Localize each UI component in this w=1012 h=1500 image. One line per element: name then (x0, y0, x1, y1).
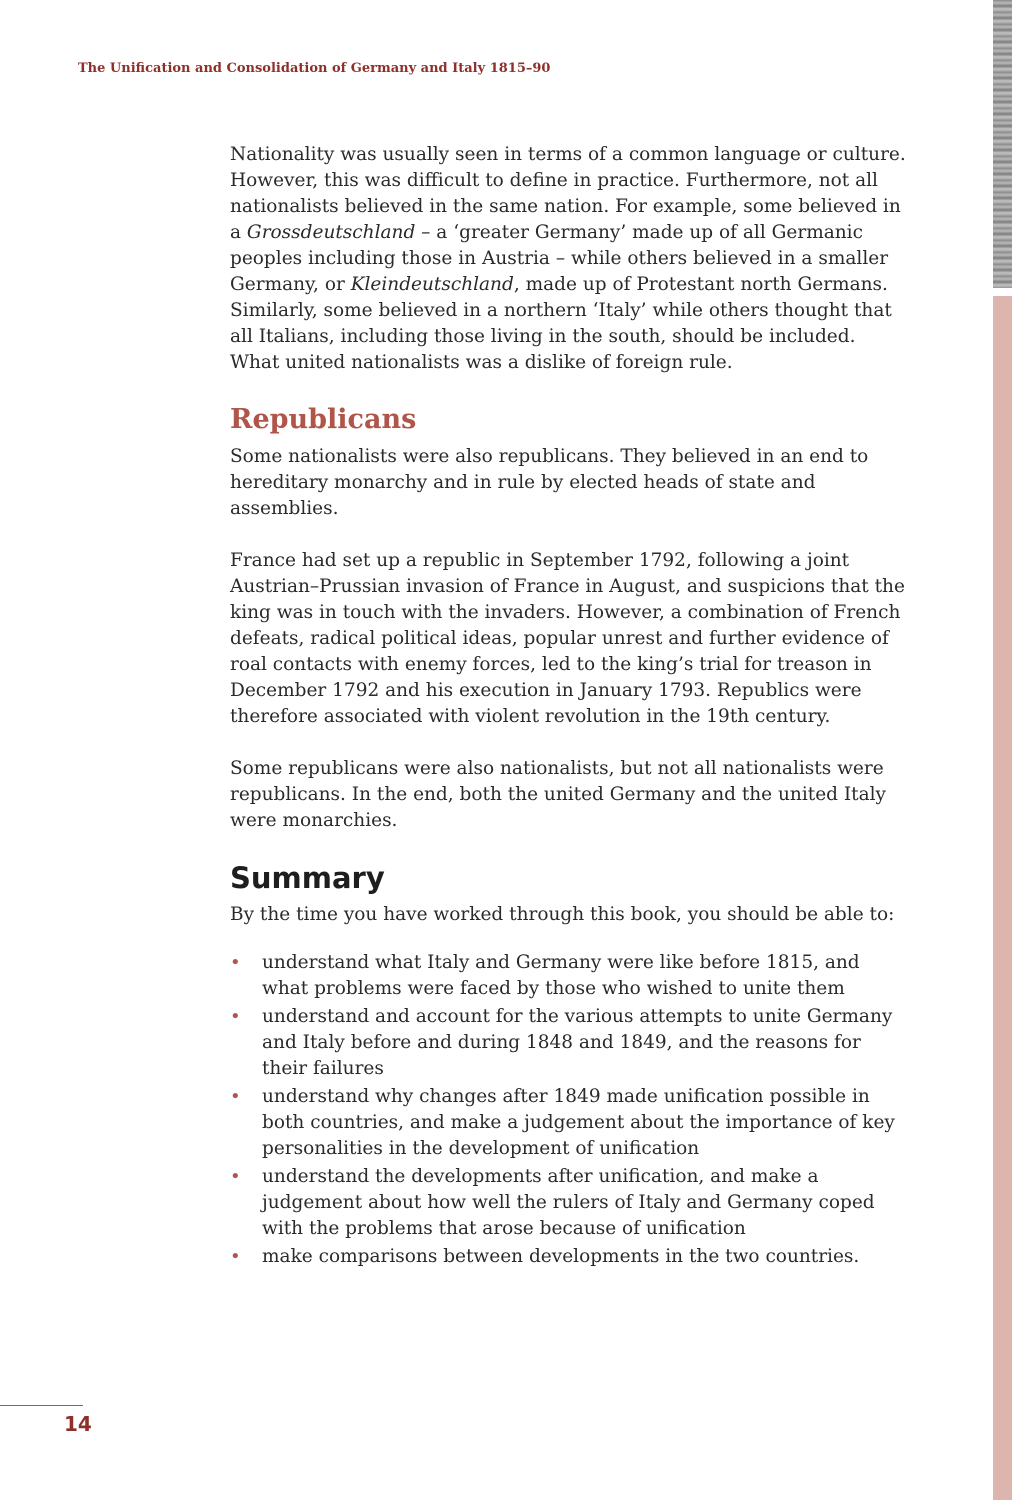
bullet-icon: • (230, 1246, 241, 1267)
side-strip-color (993, 296, 1012, 1500)
page-number: 14 (64, 1412, 92, 1436)
list-item-text: understand why changes after 1849 made unification possible in both countries, and make a judgement about the importance of key personalities in the development of unification (262, 1086, 895, 1159)
list-item (230, 1244, 910, 1270)
list-item (230, 1004, 910, 1082)
intro-italic-kleindeutschland: Kleindeutschland (350, 274, 514, 295)
republicans-heading: Republicans (230, 404, 417, 435)
list-item-text: understand the developments after unification, and make a judgement about how well the rulers of Italy and Germany coped with the problems that arose because of unification (262, 1166, 875, 1239)
republicans-paragraph-1: Some nationalists were also republicans. They believed in an end to hereditary monarchy and in rule by elected heads of state and assemblies. (230, 446, 869, 519)
list-item (230, 950, 910, 1002)
list-item-text: understand and account for the various attempts to unite Germany and Italy before and during 1848 and 1849, and the reasons for their failures (262, 1006, 893, 1079)
intro-paragraph (230, 142, 910, 376)
republicans-paragraph-3: Some republicans were also nationalists, but not all nationalists were republicans. In the end, both the united Germany and the united Italy were monarchies. (230, 758, 887, 831)
bullet-icon: • (230, 1166, 241, 1187)
running-head-title: The Unification and Consolidation of Germany and Italy 1815–90 (78, 61, 551, 76)
intro-text-2: – a ‘greater Germany’ made up of all Germanic peoples including those in Austria – while others believed in a smaller Germany, or (230, 222, 889, 295)
list-item-text: understand what Italy and Germany were like before 1815, and what problems were faced by those who wished to unite them (262, 952, 860, 999)
republicans-paragraph-2: France had set up a republic in September 1792, following a joint Austrian–Prussian invasion of France in August, and suspicions that the king was in touch with the invaders. However, a combination of French defeats, radical political ideas, popular unrest and further evidence of roal contacts with enemy forces, led to the king’s trial for treason in December 1792 and his execution in January 1793. Republics were therefore associated with violent revolution in the 19th century. (230, 550, 905, 727)
summary-intro: By the time you have worked through this book, you should be able to: (230, 904, 895, 925)
bullet-icon: • (230, 952, 241, 973)
bullet-icon: • (230, 1006, 241, 1027)
side-strip-photo (993, 0, 1012, 288)
list-item (230, 1084, 910, 1162)
bullet-icon: • (230, 1086, 241, 1107)
list-item (230, 1164, 910, 1242)
summary-heading: Summary (230, 861, 385, 895)
footer-rule (0, 1405, 83, 1406)
main-content (230, 142, 910, 1272)
intro-italic-grossdeutschland: Grossdeutschland (246, 222, 416, 243)
list-item-text: make comparisons between developments in the two countries. (262, 1246, 860, 1267)
intro-text-3: , made up of Protestant north Germans. Similarly, some believed in a northern ‘Italy’ while others thought that all Italians, including those living in the south, should be included. What united nationalists was a dislike of foreign rule. (230, 274, 892, 373)
intro-text-1: Nationality was usually seen in terms of a common language or culture. However, this was difficult to define in practice. Furthermore, not all nationalists believed in the same nation. For example, some believed in a (230, 144, 906, 243)
summary-list (230, 950, 910, 1270)
